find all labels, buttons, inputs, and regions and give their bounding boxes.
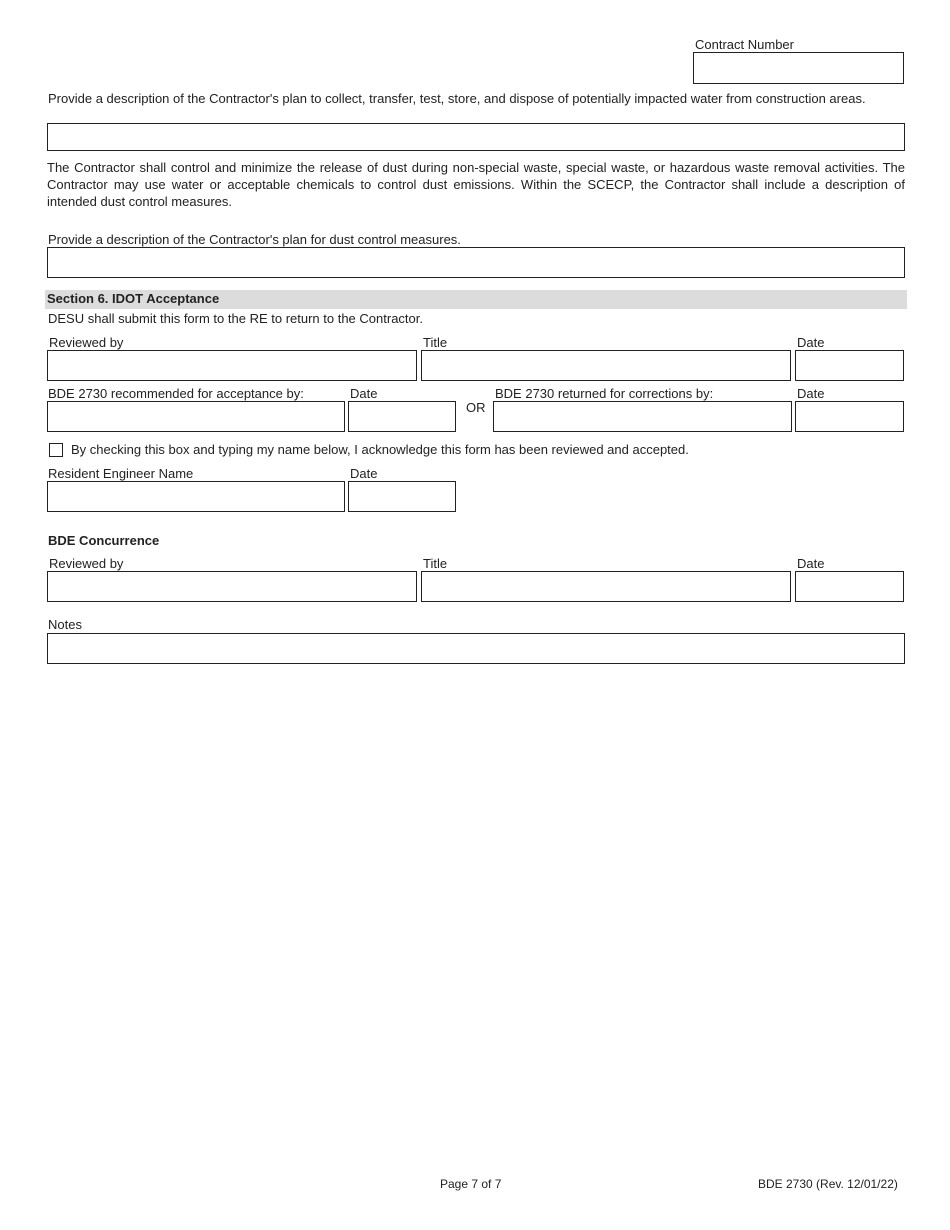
returned-date-field[interactable] [795,401,904,432]
bde-reviewed-by-label: Reviewed by [49,556,124,571]
date-label: Date [797,335,825,350]
bde-concurrence-title: BDE Concurrence [48,533,160,548]
form-id: BDE 2730 (Rev. 12/01/22) [758,1177,898,1191]
recommended-date-field[interactable] [348,401,456,432]
bde-date-label: Date [797,556,825,571]
contract-number-field[interactable] [693,52,904,84]
recommended-by-label: BDE 2730 recommended for acceptance by: [48,386,304,401]
returned-date-label: Date [797,386,825,401]
bde-reviewed-by-field[interactable] [47,571,417,602]
resident-engineer-date-label: Date [350,466,378,481]
returned-by-field[interactable] [493,401,792,432]
section-6-title: Section 6. IDOT Acceptance [47,291,220,306]
recommended-by-field[interactable] [47,401,345,432]
date-field[interactable] [795,350,904,381]
contract-number-label: Contract Number [695,37,794,52]
dust-control-paragraph: The Contractor shall control and minimize the release of dust during non-special waste, special waste, or hazardous waste removal activities. The Contractor may use water or acceptable chemicals to control dust emissions. Within the SCECP, the Contractor shall include a description of intended dust control measures. [47,160,905,209]
resident-engineer-name-field[interactable] [47,481,345,512]
bde-title-label: Title [423,556,448,571]
title-field[interactable] [421,350,791,381]
returned-by-label: BDE 2730 returned for corrections by: [495,386,714,401]
reviewed-by-label: Reviewed by [49,335,124,350]
resident-engineer-name-label: Resident Engineer Name [48,466,194,481]
title-label: Title [423,335,448,350]
bde-title-field[interactable] [421,571,791,602]
resident-engineer-date-field[interactable] [348,481,456,512]
section-6-instruction: DESU shall submit this form to the RE to return to the Contractor. [48,311,423,326]
dust-plan-field[interactable] [47,247,905,278]
recommended-date-label: Date [350,386,378,401]
reviewed-by-field[interactable] [47,350,417,381]
water-plan-label: Provide a description of the Contractor's plan to collect, transfer, test, store, and dispose of potentially impacted water from construction areas. [48,91,866,106]
acknowledge-text: By checking this box and typing my name below, I acknowledge this form has been reviewed and accepted. [71,442,689,457]
dust-plan-label: Provide a description of the Contractor's plan for dust control measures. [48,232,461,247]
acknowledge-checkbox[interactable] [49,443,63,457]
bde-date-field[interactable] [795,571,904,602]
page-number: Page 7 of 7 [440,1177,502,1191]
notes-label: Notes [48,617,82,632]
water-plan-field[interactable] [47,123,905,151]
or-label: OR [466,400,486,415]
notes-field[interactable] [47,633,905,664]
